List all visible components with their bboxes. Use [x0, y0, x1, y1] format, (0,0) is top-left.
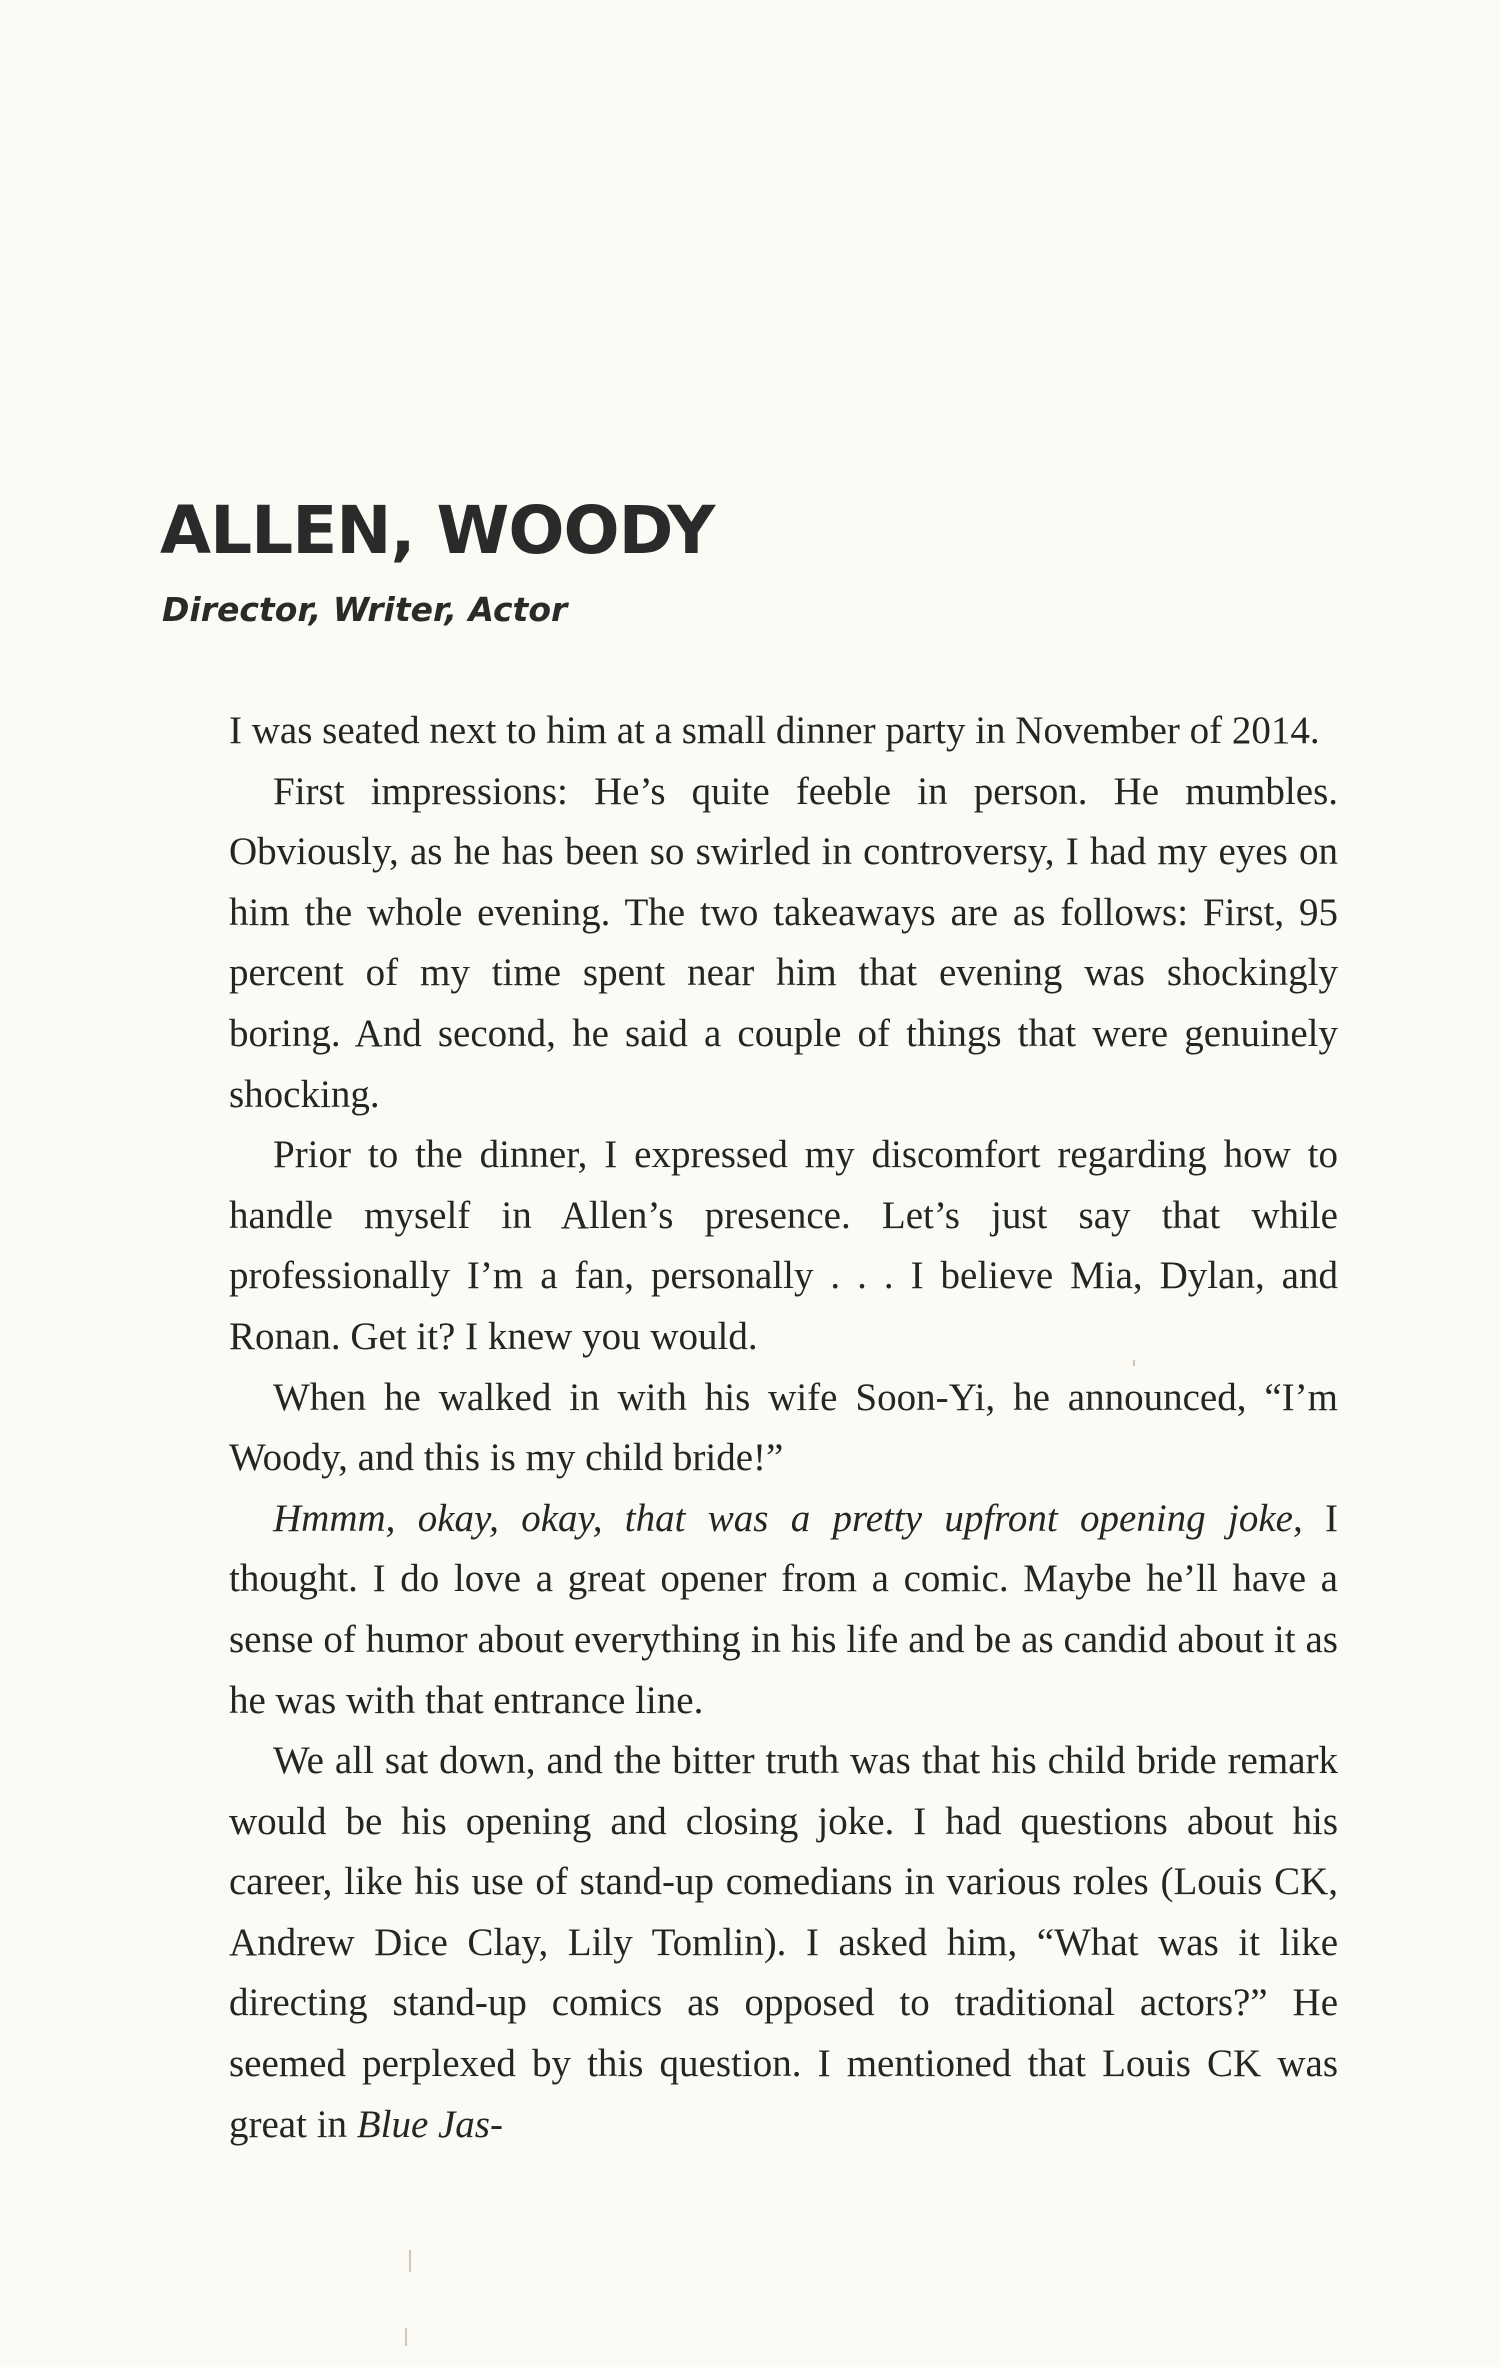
paragraph-6-text: We all sat down, and the bitter truth was that his child bride remark would be his opening and closing joke. I had questions about his career, like his use of stand-up comedians in various roles (Louis CK, Andrew Dice Clay, Lily Tomlin). I asked him, “What was it like directing stand-up comics as opposed to traditional actors?” He seemed perplexed by this question. I mentioned that Louis CK was great in — [229, 1739, 1338, 2146]
scan-mark — [409, 2250, 411, 2272]
paragraph-1: I was seated next to him at a small dinner party in November of 2014. — [229, 709, 1320, 752]
paragraph-5-text: I thought. I do love a great opener from a comic. Maybe he’ll have a sense of humor about everything in his life and be as candid about it as he was with that entrance line. — [229, 1496, 1338, 1722]
paragraph-3: Prior to the dinner, I expressed my discomfort regarding how to handle myself in Allen’s presence. Let’s just say that while professionally I’m a fan, personally . . . I believe Mia, Dylan, and Ronan. Get it? I knew you would. — [229, 1133, 1338, 1358]
paragraph-6-italic: Blue Jas- — [356, 2102, 503, 2146]
paragraph-2: First impressions: He’s quite feeble in person. He mumbles. Obviously, as he has been so swirled in controversy, I had my eyes on him the whole evening. The two takeaways are as follows: First, 95 percent of my time spent near him that evening was shockingly boring. And second, he said a couple of things that were genuinely shocking. — [229, 769, 1338, 1116]
body-text — [229, 701, 1338, 2155]
paragraph-6 — [229, 1731, 1338, 2155]
entry-roles: Director, Writer, Actor — [162, 590, 568, 629]
scan-mark — [1133, 1360, 1135, 1366]
paragraph-4: When he walked in with his wife Soon-Yi, he announced, “I’m Woody, and this is my child bride!” — [229, 1375, 1338, 1480]
paragraph-5-italic: Hmmm, okay, okay, that was a pretty upfront opening joke, — [273, 1496, 1303, 1540]
paragraph-5 — [229, 1489, 1338, 1731]
entry-heading: ALLEN, WOODY — [160, 492, 715, 569]
scan-mark — [405, 2328, 407, 2346]
